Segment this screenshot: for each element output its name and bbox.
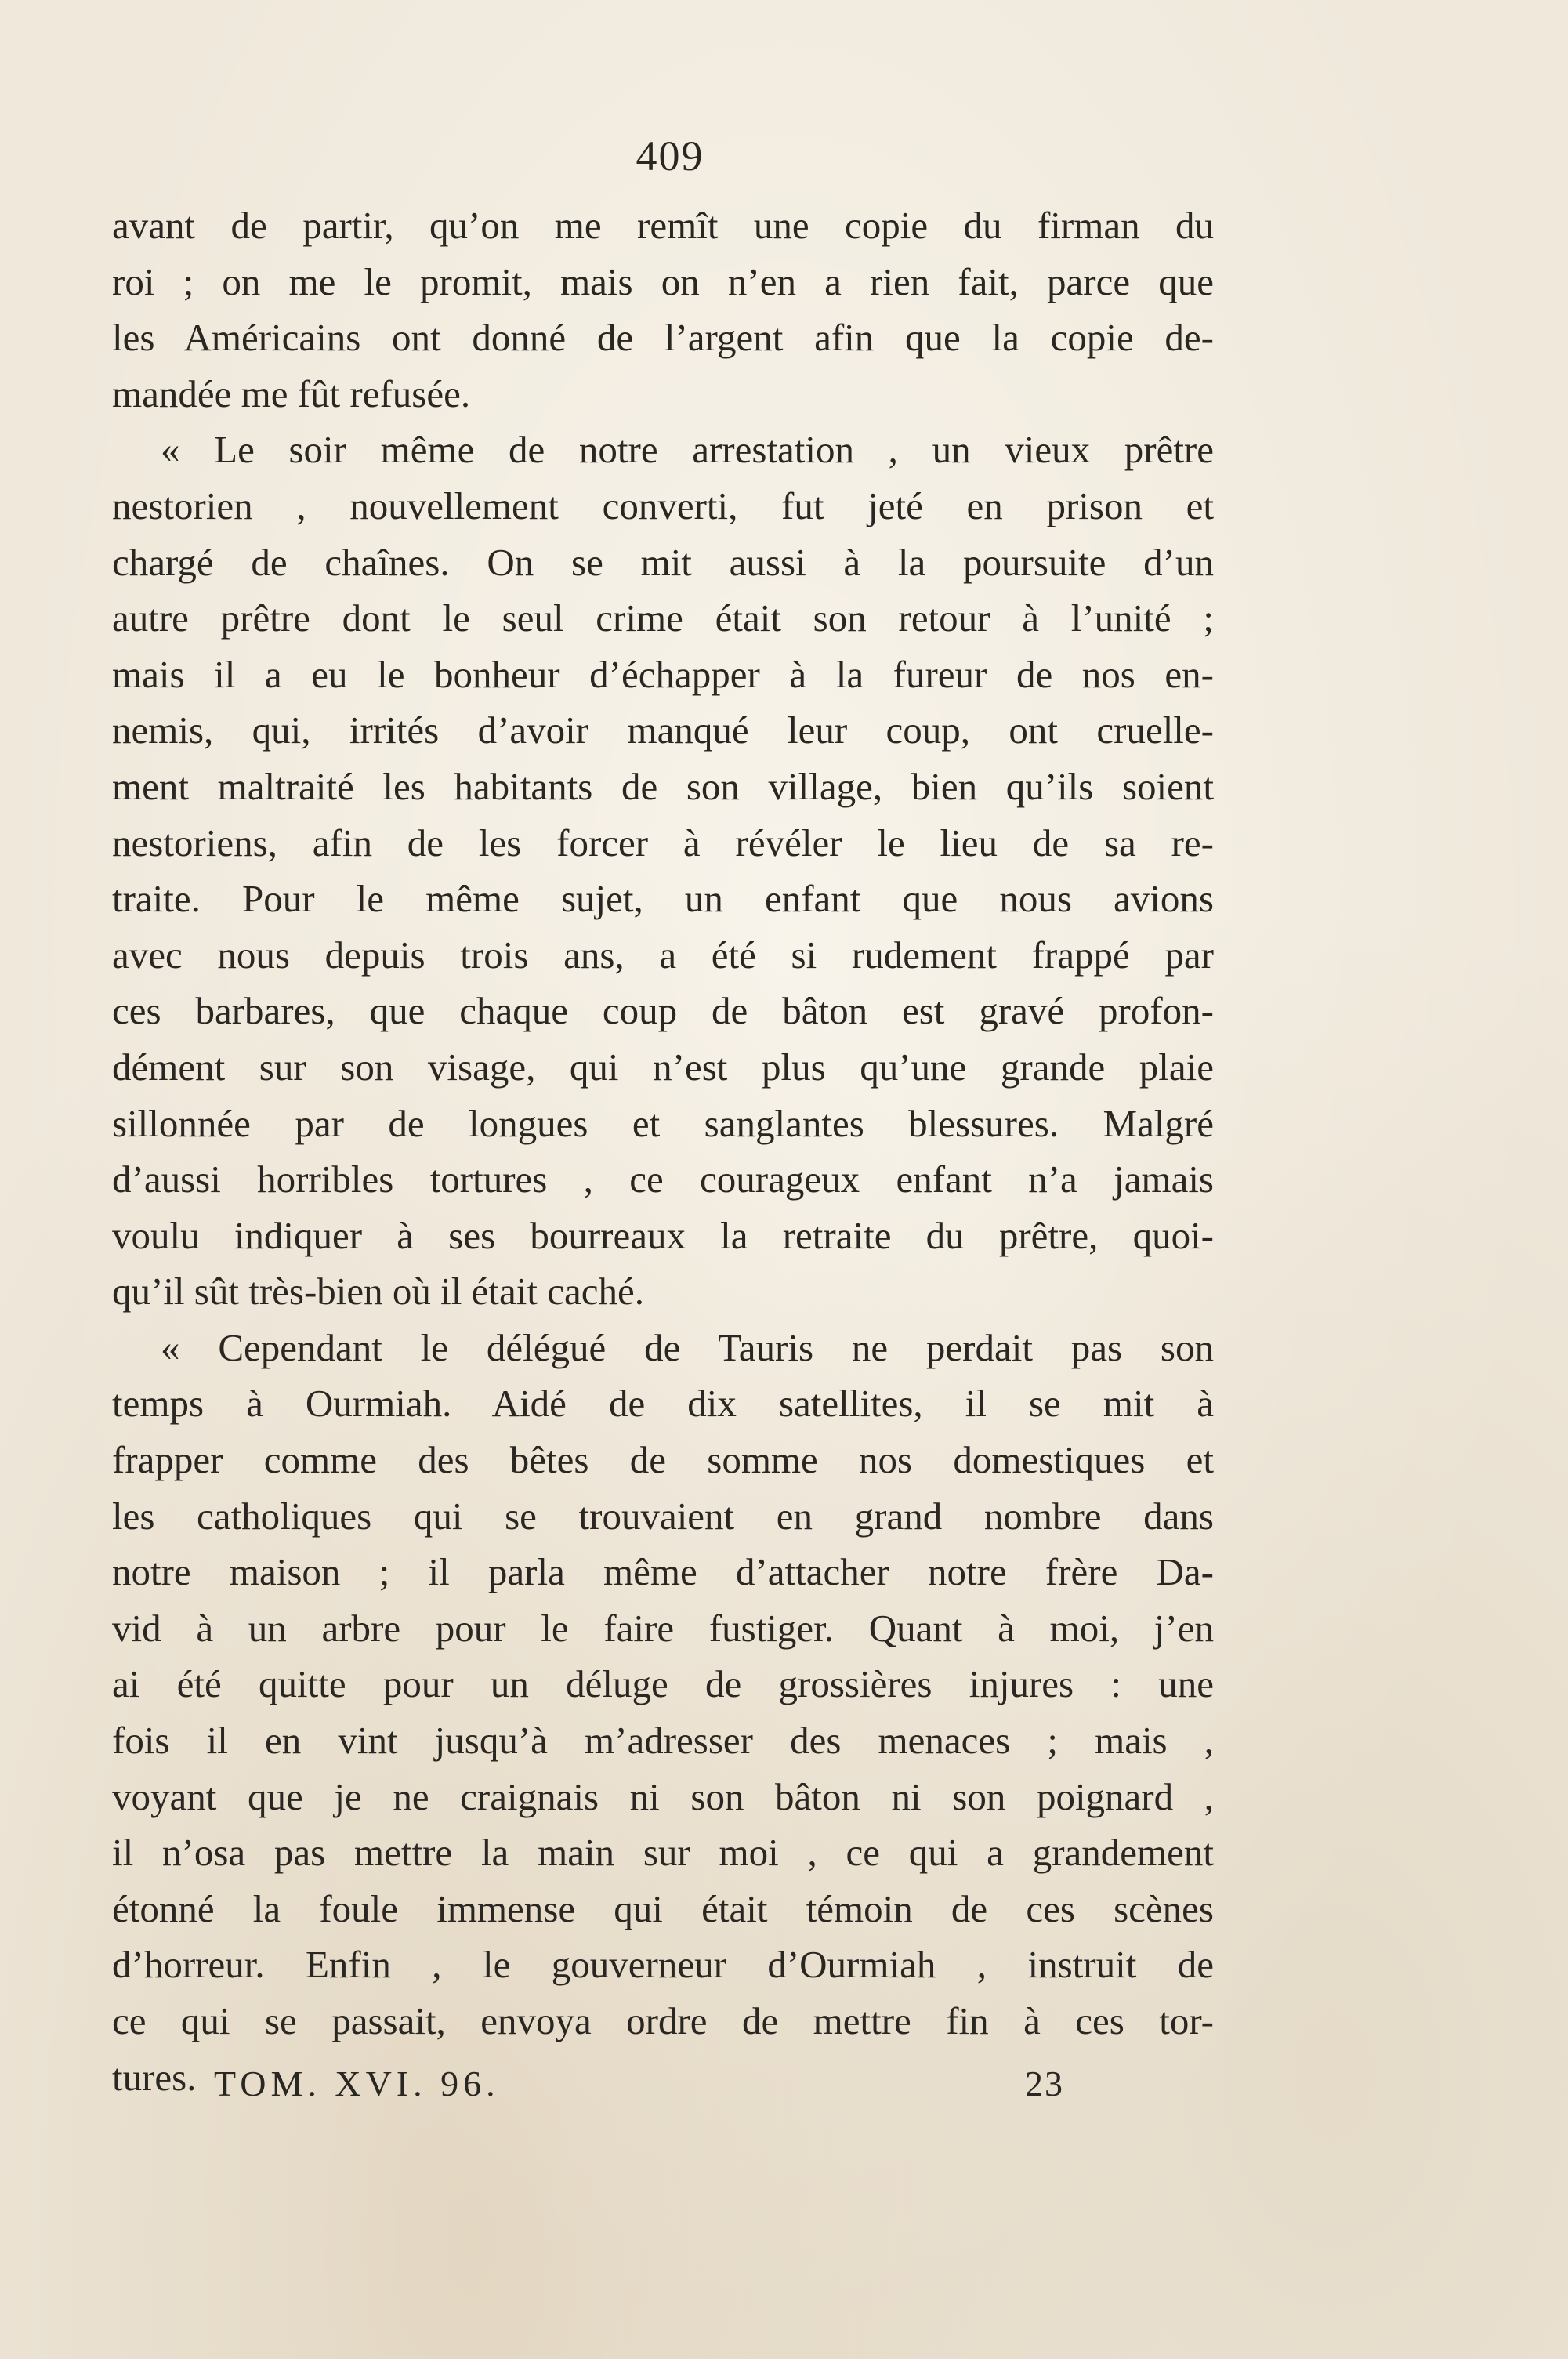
page-footer (214, 2063, 1064, 2118)
text-line: d’aussi horribles tortures , ce courageux enfant n’a jamais (112, 1158, 1214, 1201)
text-line: ce qui se passait, envoya ordre de mettre fin à ces tor- (112, 1999, 1214, 2042)
text-line: « Cependant le délégué de Tauris ne perdait pas son (161, 1325, 1214, 1369)
text-line: mandée me fût refusée. (112, 371, 471, 415)
page-number: 409 (636, 132, 704, 179)
text-line: dément sur son visage, qui n’est plus qu’une grande plaie (112, 1045, 1214, 1089)
text-line: nemis, qui, irrités d’avoir manqué leur coup, ont cruelle- (112, 708, 1214, 752)
text-line: étonné la foule immense qui était témoin de ces scènes (112, 1886, 1214, 1930)
text-line: voyant que je ne craignais ni son bâton ni son poignard , (112, 1774, 1214, 1818)
body-text (112, 197, 1214, 2105)
text-line: nestorien , nouvellement converti, fut jeté en prison et (112, 484, 1214, 527)
text-line: avant de partir, qu’on me remît une copie du firman du (112, 204, 1214, 247)
text-line: traite. Pour le même sujet, un enfant que nous avions (112, 877, 1214, 921)
footer-sheet-number: 23 (1025, 2064, 1064, 2104)
text-line: nestoriens, afin de les forcer à révéler le lieu de sa re- (112, 821, 1214, 864)
text-line: les catholiques qui se trouvaient en grand nombre dans (112, 1494, 1214, 1538)
text-line: chargé de chaînes. On se mit aussi à la poursuite d’un (112, 540, 1214, 584)
text-line: « Le soir même de notre arrestation , un vieux prêtre (161, 428, 1214, 472)
text-line: sillonnée par de longues et sanglantes blessures. Malgré (112, 1101, 1214, 1145)
text-line: vid à un arbre pour le faire fustiger. Quant à moi, j’en (112, 1606, 1214, 1650)
text-line: les Américains ont donné de l’argent afin que la copie de- (112, 316, 1214, 360)
text-line: temps à Ourmiah. Aidé de dix satellites, il se mit à (112, 1382, 1214, 1426)
text-line: roi ; on me le promit, mais on n’en a rien fait, parce que (112, 259, 1214, 303)
text-line: autre prêtre dont le seul crime était son retour à l’unité ; (112, 596, 1214, 640)
text-line: frapper comme des bêtes de somme nos domestiques et (112, 1438, 1214, 1482)
text-line: qu’il sût très-bien où il était caché. (112, 1270, 644, 1314)
text-line: voulu indiquer à ses bourreaux la retraite du prêtre, quoi- (112, 1213, 1214, 1257)
text-line: fois il en vint jusqu’à m’adresser des menaces ; mais , (112, 1719, 1214, 1763)
text-line: mais il a eu le bonheur d’échapper à la fureur de nos en- (112, 652, 1214, 696)
text-line: d’horreur. Enfin , le gouverneur d’Ourmiah , instruit de (112, 1943, 1214, 1987)
text-line: il n’osa pas mettre la main sur moi , ce qui a grandement (112, 1831, 1214, 1875)
text-line: ces barbares, que chaque coup de bâton est gravé profon- (112, 989, 1214, 1033)
text-line: ai été quitte pour un déluge de grossières injures : une (112, 1662, 1214, 1706)
text-line: ment maltraité les habitants de son village, bien qu’ils soient (112, 764, 1214, 808)
text-line: avec nous depuis trois ans, a été si rudement frappé par (112, 933, 1214, 977)
text-line: tures. (112, 2055, 197, 2099)
text-line: notre maison ; il parla même d’attacher notre frère Da- (112, 1550, 1214, 1594)
footer-signature: TOM. XVI. 96. (214, 2064, 500, 2104)
